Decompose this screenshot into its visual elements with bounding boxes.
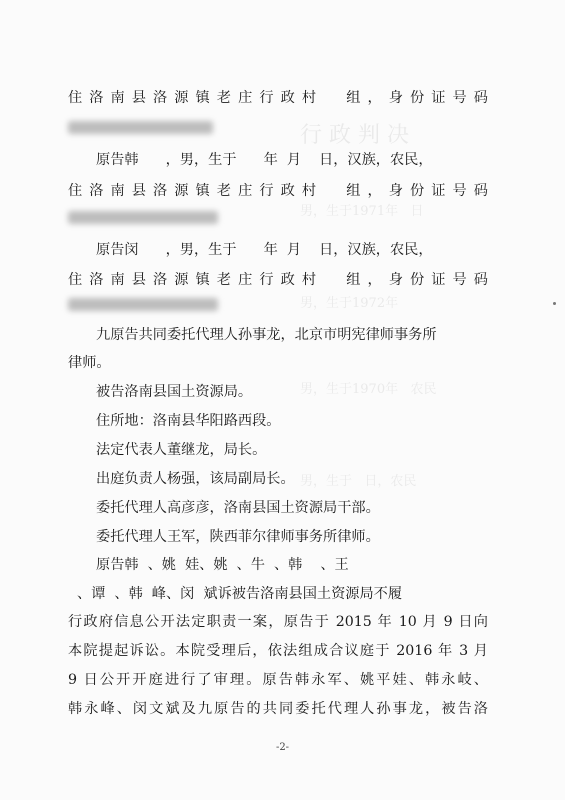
ghost-text: 男，生于1971年 日 — [300, 204, 424, 219]
text-line: 律师。 — [68, 355, 111, 371]
text-line: 本院提起诉讼。本院受理后，依法组成合议庭于 2016 年 3 月 — [68, 643, 488, 659]
ghost-text: 男，生于1970年 农民 — [300, 382, 437, 397]
page-number: -2- — [275, 742, 290, 753]
text-line: 住洛南县洛源镇老庄行政村 组，身份证号码 — [68, 272, 488, 288]
text-line: 被告洛南县国土资源局。 — [96, 384, 253, 400]
text-line: 委托代理人高彦彦，洛南县国土资源局干部。 — [96, 500, 380, 516]
text-line: 、谭 、韩 峰、闵 斌诉被告洛南县国土资源局不履 — [68, 586, 403, 602]
text-line: 出庭负责人杨强，该局副局长。 — [96, 471, 295, 487]
text-line: 原告韩 ，男，生于 年 月 日，汉族，农民， — [96, 152, 433, 168]
text-line: 住洛南县洛源镇老庄行政村 组，身份证号码 — [68, 183, 488, 199]
text-line: 九原告共同委托代理人孙事龙，北京市明宪律师事务所 — [96, 327, 437, 343]
text-line: 法定代表人董继龙，局长。 — [96, 442, 267, 458]
redacted-id — [68, 211, 218, 224]
text-line: 韩永峰、闵文斌及九原告的共同委托代理人孙事龙，被告洛 — [68, 701, 488, 717]
text-line: 住洛南县洛源镇老庄行政村 组，身份证号码 — [68, 90, 488, 106]
redacted-id — [68, 121, 213, 134]
ghost-text: 男，生于 日，农民 — [300, 474, 417, 489]
ghost-text: 行 政 判 决 — [300, 123, 409, 148]
text-line: 住所地：洛南县华阳路西段。 — [96, 413, 281, 429]
scan-mark — [553, 302, 556, 305]
redacted-id — [68, 298, 218, 311]
ghost-text: 男，生于1972年 — [300, 296, 399, 311]
text-line: 原告闵 ，男，生于 年 月 日，汉族，农民， — [96, 242, 433, 258]
text-line: 9 日公开开庭进行了审理。原告韩永军、姚平娃、韩永岐、 — [68, 672, 488, 688]
text-line: 行政府信息公开法定职责一案，原告于 2015 年 10 月 9 日向 — [68, 614, 488, 630]
text-line: 原告韩 、姚 娃、姚 、牛 、韩 、王 — [96, 557, 358, 573]
text-line: 委托代理人王军，陕西菲尔律师事务所律师。 — [96, 529, 380, 545]
